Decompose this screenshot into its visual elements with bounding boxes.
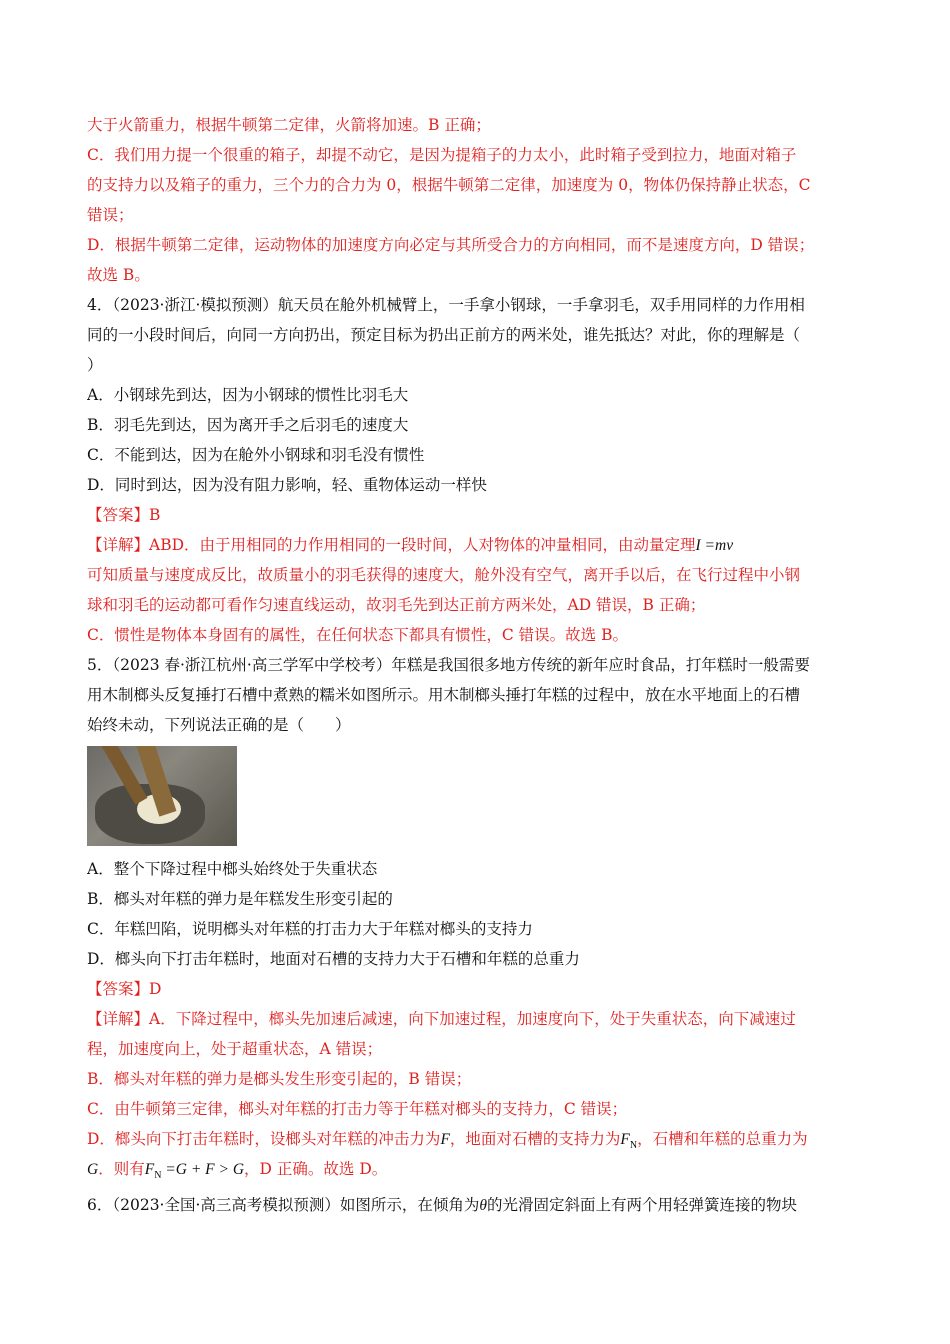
prev-answer-line-4: 错误； <box>87 206 134 224</box>
q5-detail-5b: ，地面对石槽的支持力为 <box>449 1130 621 1148</box>
momentum-formula: I =mv <box>695 537 734 554</box>
q5-detail-5a: D．榔头向下打击年糕时，设榔头对年糕的冲击力为 <box>87 1130 441 1148</box>
symbol-F: F <box>440 1131 450 1148</box>
prev-answer-line-3: 的支持力以及箱子的重力，三个力的合力为 0，根据牛顿第二定律，加速度为 0，物体仍保持静止状态，C <box>87 176 811 194</box>
q5-option-a: A．整个下降过程中榔头始终处于失重状态 <box>87 860 378 878</box>
symbol-FN-sub: N <box>629 1140 638 1152</box>
force-formula <box>144 1161 245 1182</box>
prev-answer-line-6: 故选 B。 <box>87 266 150 284</box>
document-page <box>87 110 867 1220</box>
q4-stem-line-3: ） <box>87 356 103 374</box>
symbol-G: G <box>87 1161 99 1178</box>
q5-option-d: D．榔头向下打击年糕时，地面对石槽的支持力大于石槽和年糕的总重力 <box>87 950 580 968</box>
q5-detail-5c: ，石槽和年糕的总重力为 <box>637 1130 808 1148</box>
symbol-FN <box>620 1131 638 1152</box>
q5-detail-line-1: 【详解】A．下降过程中，榔头先加速后减速，向下加速过程，加速度向下，处于失重状态，向下减速过 <box>87 1010 796 1028</box>
q4-option-d: D．同时到达，因为没有阻力影响，轻、重物体运动一样快 <box>87 476 487 494</box>
q6-stem-line-1 <box>87 1190 867 1220</box>
prev-answer-line-1: 大于火箭重力，根据牛顿第二定律，火箭将加速。B 正确； <box>87 116 491 134</box>
symbol-FN-main: F <box>620 1131 630 1148</box>
q5-stem-line-2: 用木制榔头反复捶打石槽中煮熟的糯米如图所示。用木制榔头捶打年糕的过程中，放在水平地面上的石槽 <box>87 686 801 704</box>
formula-FN-main: F <box>144 1161 155 1178</box>
formula-FN-sub: N <box>154 1170 162 1182</box>
q5-detail-line-6 <box>87 1154 867 1184</box>
q5-detail-6a: ．则有 <box>98 1160 145 1178</box>
q6-text-b: 的光滑固定斜面上有两个用轻弹簧连接的物块 <box>487 1196 798 1214</box>
q4-stem-line-2: 同的一小段时间后，向同一方向扔出，预定目标为扔出正前方的两米处，谁先抵达？对此，你的理解是（ <box>87 326 801 344</box>
symbol-theta: θ <box>479 1197 488 1214</box>
prev-answer-line-5: D．根据牛顿第二定律，运动物体的加速度方向必定与其所受合力的方向相同，而不是速度方向，D 错误； <box>87 236 815 254</box>
formula-rest: =G + F > G <box>165 1161 245 1178</box>
q4-detail-line-4: C．惯性是物体本身固有的属性，在任何状态下都具有惯性，C 错误。故选 B。 <box>87 626 628 644</box>
q5-answer: 【答案】D <box>87 980 162 998</box>
q4-detail-line-3: 球和羽毛的运动都可看作匀速直线运动，故羽毛先到达正前方两米处，AD 错误，B 正确； <box>87 596 706 614</box>
q5-option-b: B．榔头对年糕的弹力是年糕发生形变引起的 <box>87 890 393 908</box>
q5-detail-6b: ，D 正确。故选 D。 <box>244 1160 388 1178</box>
q4-option-b: B．羽毛先到达，因为离开手之后羽毛的速度大 <box>87 416 409 434</box>
prev-answer-line-2: C．我们用力提一个很重的箱子，却提不动它，是因为提箱子的力太小，此时箱子受到拉力，地面对箱子 <box>87 146 797 164</box>
q5-detail-line-2: 程，加速度向上，处于超重状态，A 错误； <box>87 1040 383 1058</box>
q6-text-a: 6．（2023·全国·高三高考模拟预测）如图所示，在倾角为 <box>87 1196 480 1214</box>
q4-stem-line-1: 4．（2023·浙江·模拟预测）航天员在舱外机械臂上，一手拿小钢球，一手拿羽毛，双手用同样的力作用相 <box>87 296 805 314</box>
q4-detail-text-1: 【详解】ABD．由于用相同的力作用相同的一段时间，人对物体的冲量相同，由动量定理 <box>87 536 696 554</box>
q4-detail-line-1 <box>87 530 867 560</box>
q5-stem-line-1: 5．（2023 春·浙江杭州·高三学军中学校考）年糕是我国很多地方传统的新年应时食品，打年糕时一般需要 <box>87 656 810 674</box>
q4-option-c: C．不能到达，因为在舱外小钢球和羽毛没有惯性 <box>87 446 425 464</box>
q4-option-a: A．小钢球先到达，因为小钢球的惯性比羽毛大 <box>87 386 409 404</box>
q5-detail-line-3: B．榔头对年糕的弹力是榔头发生形变引起的，B 错误； <box>87 1070 472 1088</box>
q4-answer: 【答案】B <box>87 506 161 524</box>
q5-detail-line-5 <box>87 1124 867 1154</box>
q5-option-c: C．年糕凹陷，说明榔头对年糕的打击力大于年糕对榔头的支持力 <box>87 920 533 938</box>
q5-stem-line-3: 始终未动，下列说法正确的是（ ） <box>87 716 351 734</box>
q4-detail-line-2: 可知质量与速度成反比，故质量小的羽毛获得的速度大，舱外没有空气，离开手以后，在飞行过程中小钢 <box>87 566 801 584</box>
rice-cake-pounding-photo <box>87 746 237 846</box>
q5-detail-line-4: C．由牛顿第三定律，榔头对年糕的打击力等于年糕对榔头的支持力，C 错误； <box>87 1100 628 1118</box>
